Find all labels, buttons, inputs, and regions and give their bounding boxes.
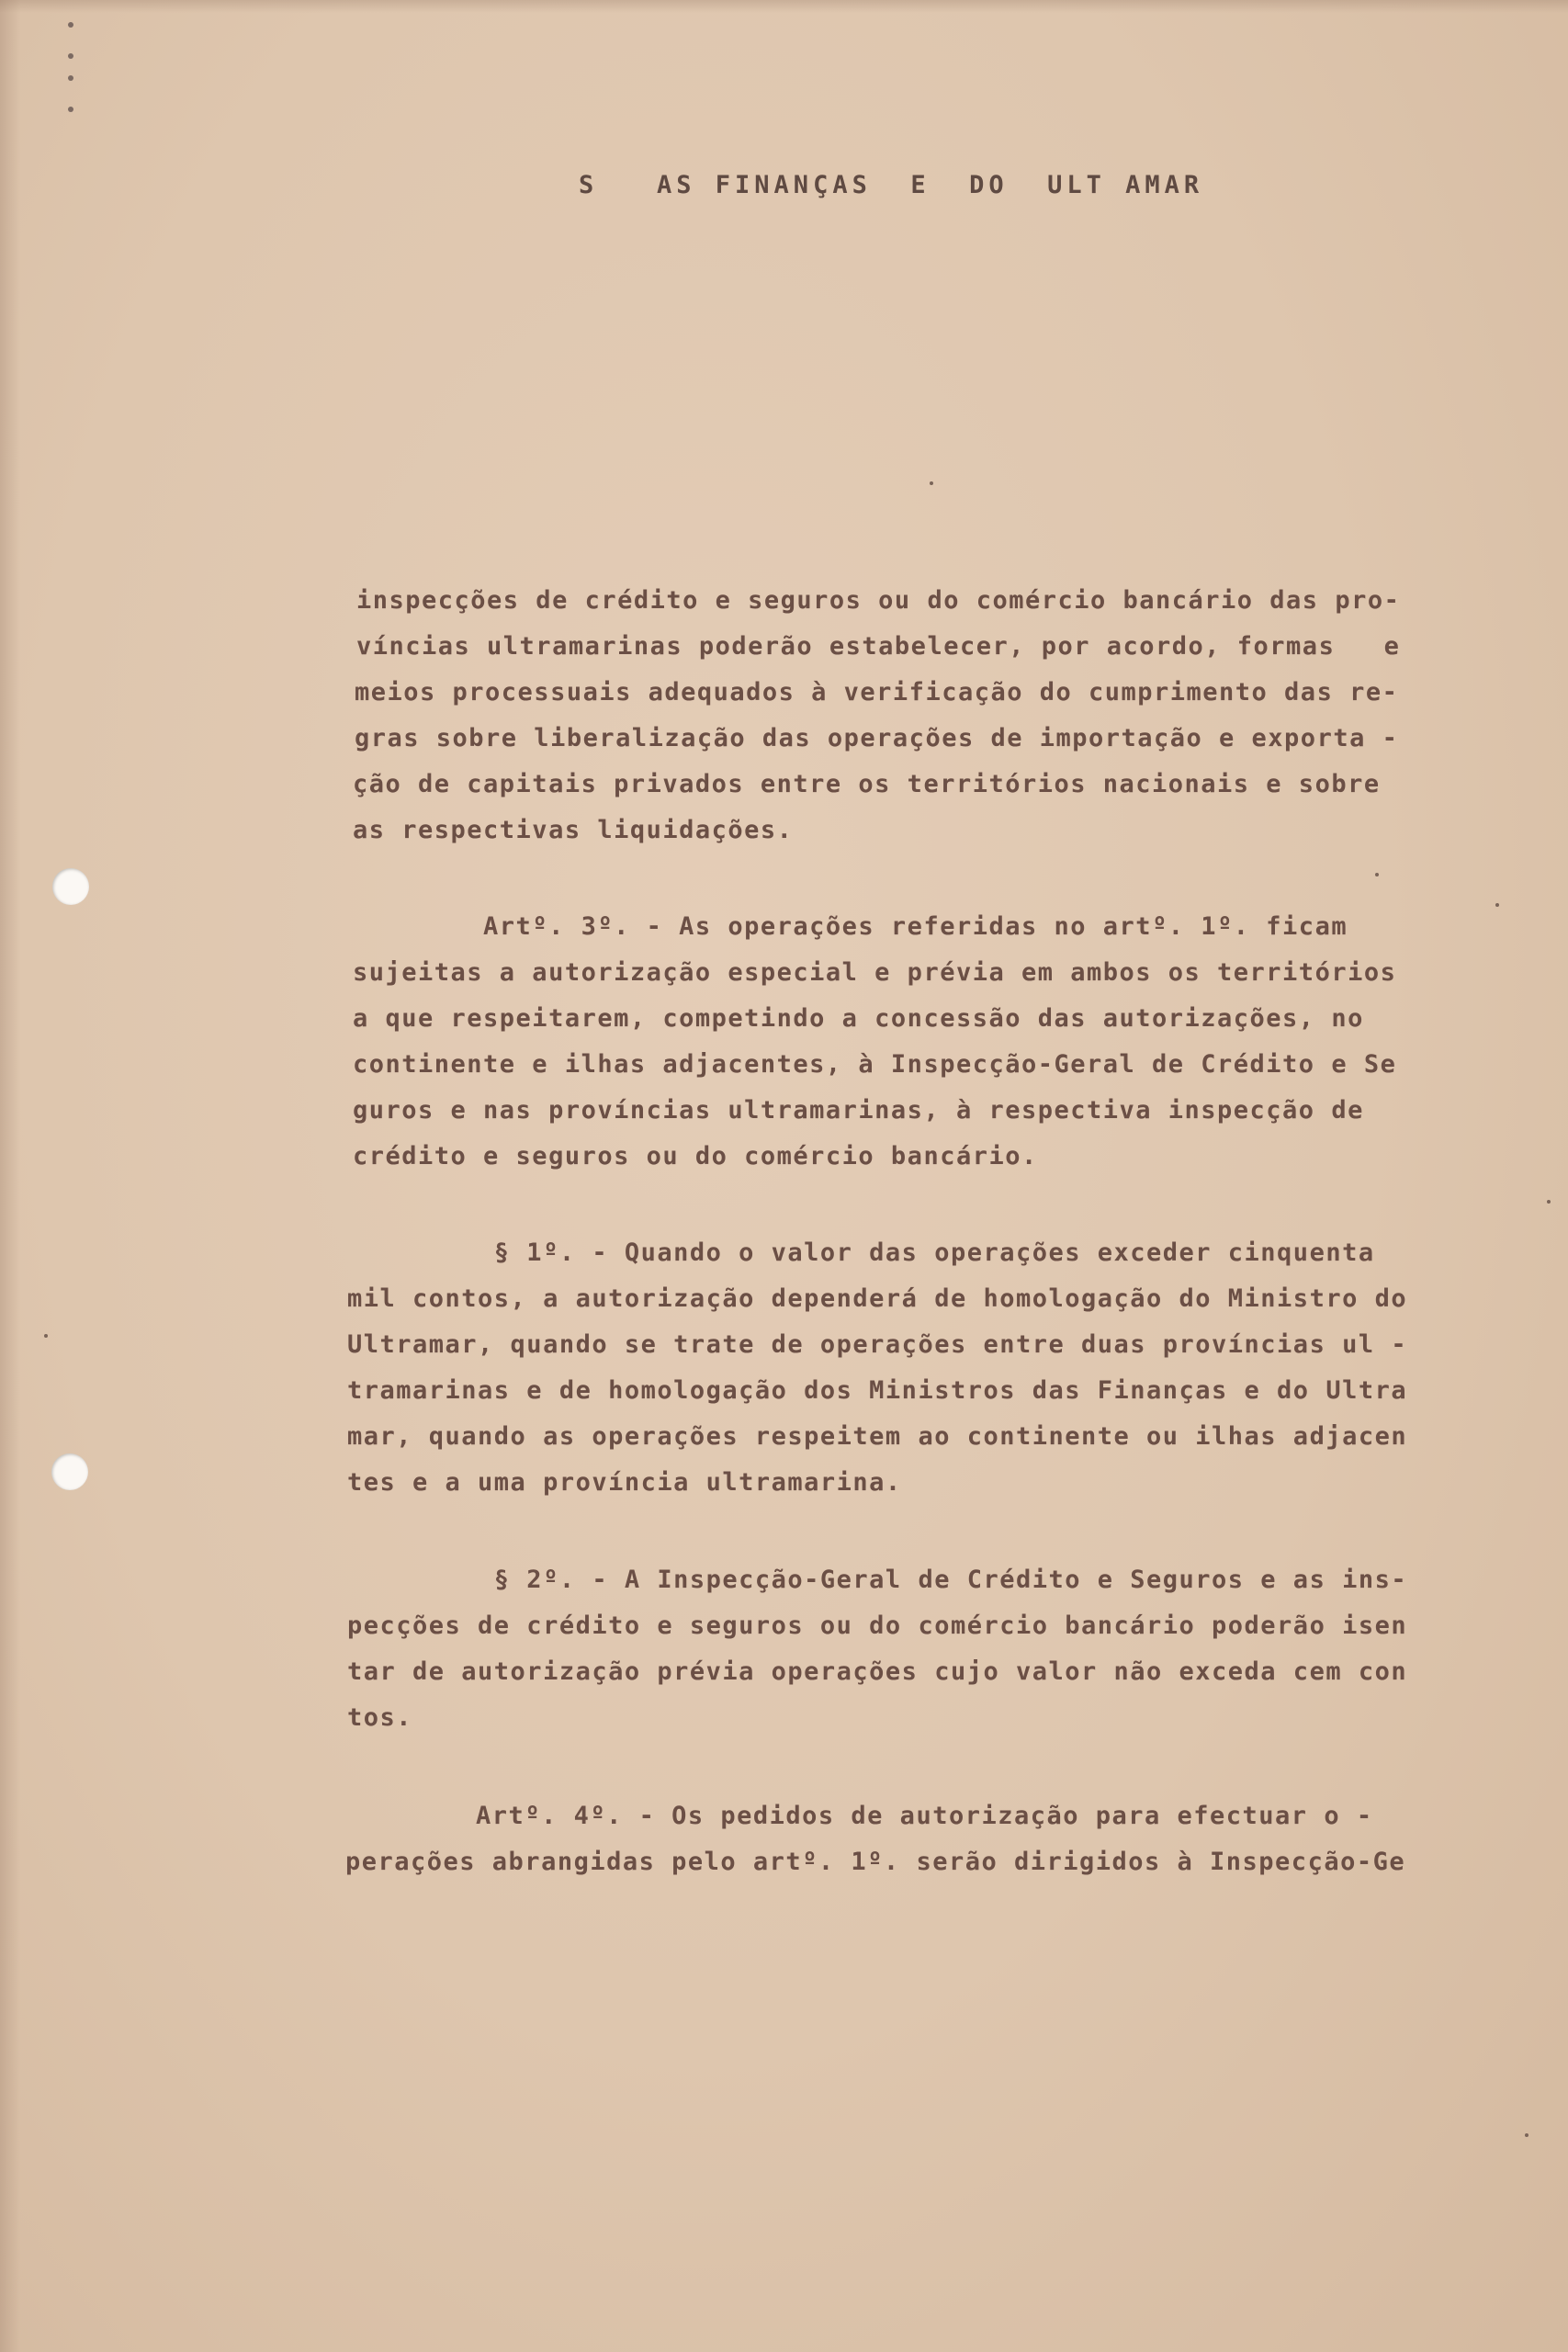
text-line: tos. [347,1703,413,1732]
text-line: Artº. 4º. - Os pedidos de autorização para efectuar o - [345,1802,1373,1830]
paper-speck [44,1334,48,1338]
text-line: tar de autorização prévia operações cujo valor não exceda cem con [347,1657,1408,1686]
page-edge-shadow [0,0,20,2352]
text-line: continente e ilhas adjacentes, à Inspecção-Geral de Crédito e Se [353,1050,1397,1079]
paper-speck [930,481,933,485]
text-line: víncias ultramarinas poderão estabelecer, por acordo, formas e [356,632,1401,661]
text-line: mil contos, a autorização dependerá de homologação do Ministro do [347,1284,1408,1313]
text-line: a que respeitarem, competindo a concessão das autorizações, no [353,1004,1364,1033]
paper-speck [1547,1200,1551,1204]
text-line: tes e a uma província ultramarina. [347,1468,902,1497]
text-line: guros e nas províncias ultramarinas, à respectiva inspecção de [353,1096,1364,1125]
paper-speck [1525,2133,1529,2137]
text-line: as respectivas liquidações. [353,816,794,844]
text-line: § 1º. - Quando o valor das operações exceder cinquenta [347,1238,1375,1267]
text-line: sujeitas a autorização especial e prévia em ambos os territórios [353,958,1397,987]
text-line: tramarinas e de homologação dos Ministros das Finanças e do Ultra [347,1376,1408,1405]
text-line: gras sobre liberalização das operações de importação e exporta - [355,724,1399,752]
text-line: ção de capitais privados entre os territórios nacionais e sobre [353,770,1381,798]
page-top-shadow [0,0,1568,13]
text-line: meios processuais adequados à verificação do cumprimento das re- [355,678,1399,707]
text-line: mar, quando as operações respeitem ao continente ou ilhas adjacen [347,1422,1408,1451]
paper-speck [1495,903,1499,907]
margin-marks [64,18,77,119]
punch-hole [51,1453,88,1490]
page-header: S AS FINANÇAS E DO ULT AMAR [579,171,1204,199]
text-line: pecções de crédito e seguros ou do comércio bancário poderão isen [347,1611,1408,1640]
punch-hole [52,868,89,905]
text-line: § 2º. - A Inspecção-Geral de Crédito e Seguros e as ins- [347,1566,1408,1594]
text-line: crédito e seguros ou do comércio bancário. [353,1142,1038,1170]
paper-speck [1375,873,1379,876]
text-line: inspecções de crédito e seguros ou do comércio bancário das pro- [356,586,1401,615]
text-line: Artº. 3º. - As operações referidas no artº. 1º. ficam [353,912,1348,941]
text-line: Ultramar, quando se trate de operações entre duas províncias ul - [347,1330,1408,1359]
text-line: perações abrangidas pelo artº. 1º. serão dirigidos à Inspecção-Ge [345,1848,1406,1876]
